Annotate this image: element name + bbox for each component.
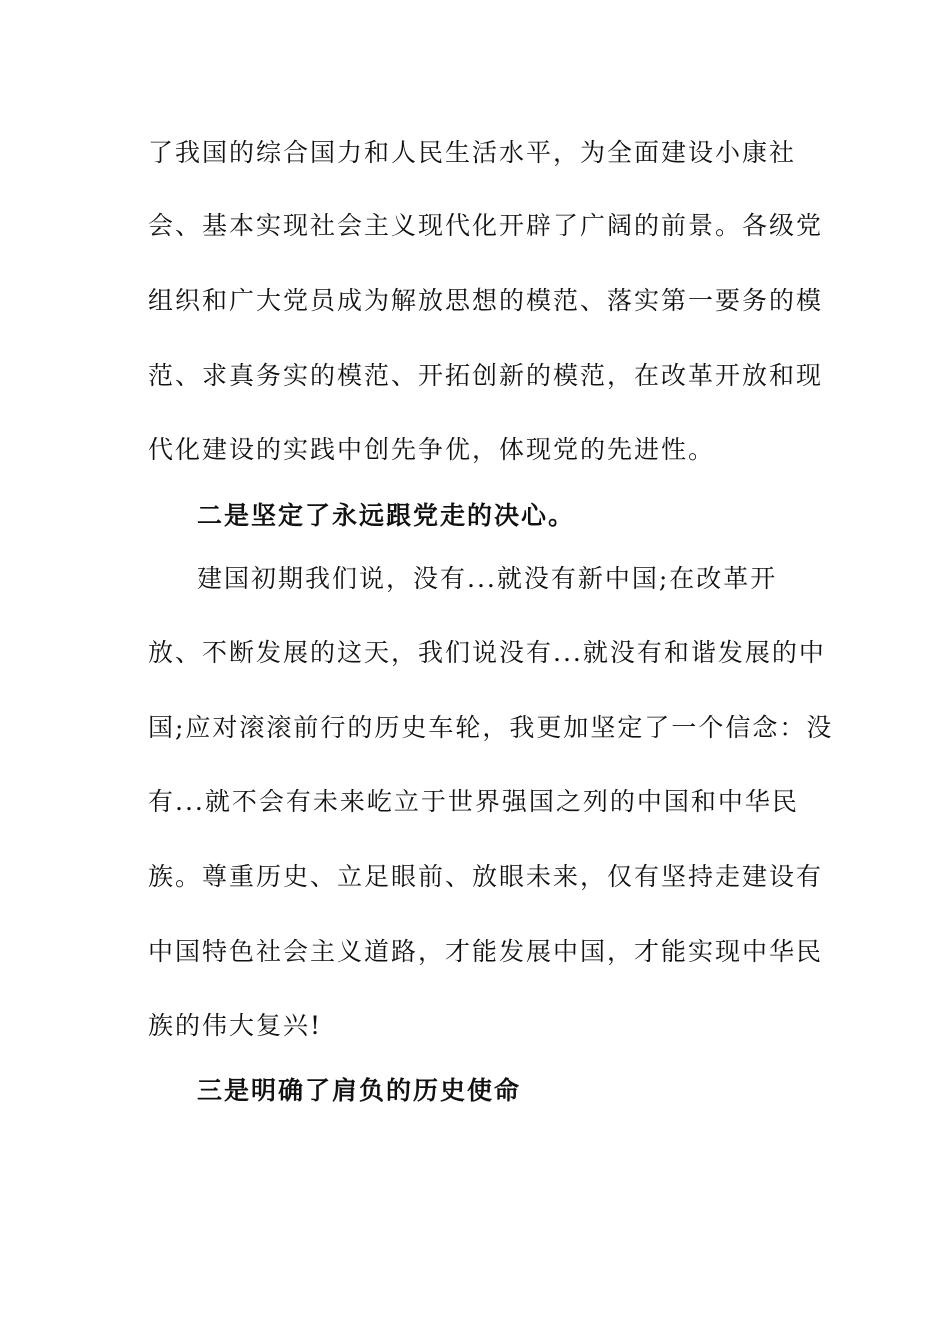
paragraph-line: 建国初期我们说，没有...就没有新中国;在改革开	[197, 564, 778, 593]
paragraph-line: 族的伟大复兴!	[148, 1011, 323, 1040]
paragraph-line: 中国特色社会主义道路，才能发展中国，才能实现中华民	[148, 937, 824, 966]
paragraph-line: 国;应对滚滚前行的历史车轮，我更加坚定了一个信念：没	[148, 713, 834, 742]
paragraph-line: 族。尊重历史、立足眼前、放眼未来，仅有坚持走建设有	[148, 862, 824, 891]
paragraph-line: 范、求真务实的模范、开拓创新的模范，在改革开放和现	[148, 361, 824, 390]
section-heading: 三是明确了肩负的历史使命	[197, 1076, 522, 1105]
paragraph-line: 有...就不会有未来屹立于世界强国之列的中国和中华民	[148, 787, 799, 816]
paragraph-line: 会、基本实现社会主义现代化开辟了广阔的前景。各级党	[148, 211, 824, 240]
paragraph-line: 放、不断发展的这天，我们说没有...就没有和谐发展的中	[148, 638, 826, 667]
paragraph-line: 组织和广大党员成为解放思想的模范、落实第一要务的模	[148, 286, 824, 315]
section-heading: 二是坚定了永远跟党走的决心。	[197, 501, 576, 530]
paragraph-line: 代化建设的实践中创先争优，体现党的先进性。	[148, 435, 716, 464]
paragraph-line: 了我国的综合国力和人民生活水平，为全面建设小康社	[148, 138, 797, 167]
